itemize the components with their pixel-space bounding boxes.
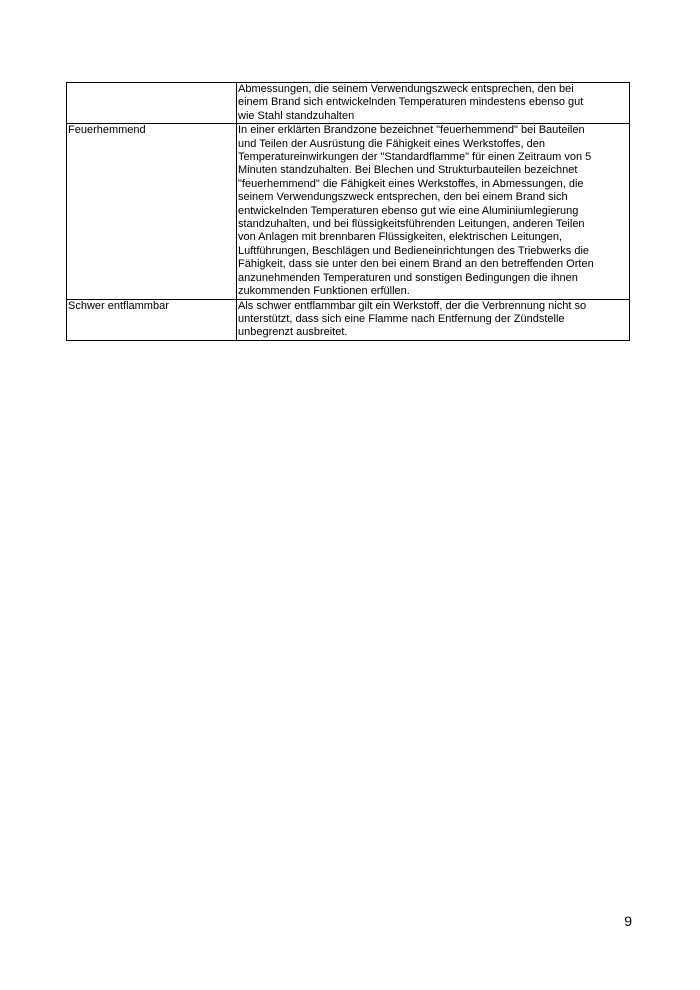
- definition-cell: [237, 83, 630, 124]
- definition-line: einem Brand sich entwickelnden Temperaturen mindestens ebenso gut: [238, 96, 584, 109]
- definition-line: Abmessungen, die seinem Verwendungszweck entsprechen, den bei: [238, 83, 574, 95]
- term-cell: Feuerhemmend: [67, 124, 237, 299]
- definition-line: unbegrenzt ausbreitet.: [238, 326, 348, 339]
- term-cell: [67, 83, 237, 124]
- definitions-table: [66, 82, 630, 341]
- definition-line: Luftführungen, Beschlägen und Bedieneinrichtungen des Triebwerks die: [238, 244, 590, 257]
- table-row: [67, 124, 630, 299]
- definition-line: zukommenden Funktionen erfüllen.: [238, 285, 410, 298]
- definition-line: Fähigkeit, dass sie unter den bei einem Brand an den betreffenden Orten: [238, 258, 594, 271]
- definition-line: unterstützt, dass sich eine Flamme nach Entfernung der Zündstelle: [238, 312, 565, 325]
- definition-line: standzuhalten, und bei flüssigkeitsführenden Leitungen, anderen Teilen: [238, 218, 585, 231]
- definition-line: entwickelnden Temperaturen ebenso gut wie eine Aluminiumlegierung: [238, 204, 579, 217]
- definition-line: anzunehmenden Temperaturen und sonstigen Bedingungen die ihnen: [238, 271, 578, 284]
- page-number: 9: [624, 913, 632, 929]
- definition-line: Temperatureinwirkungen der "Standardflamme" für einen Zeitraum von 5: [238, 151, 592, 164]
- definition-cell: [237, 299, 630, 340]
- definition-line: In einer erklärten Brandzone bezeichnet "feuerhemmend" bei Bauteilen: [238, 124, 585, 137]
- definition-line: und Teilen der Ausrüstung die Fähigkeit eines Werkstoffes, den: [238, 137, 545, 150]
- definition-line: seinem Verwendungszweck entsprechen, den bei einem Brand sich: [238, 191, 568, 204]
- definition-line: Minuten standzuhalten. Bei Blechen und Strukturbauteilen bezeichnet: [238, 164, 578, 177]
- table-row: [67, 83, 630, 124]
- table-row: [67, 299, 630, 340]
- term-cell: Schwer entflammbar: [67, 299, 237, 340]
- definition-line: "feuerhemmend" die Fähigkeit eines Werkstoffes, in Abmessungen, die: [238, 177, 584, 190]
- definition-line: wie Stahl standzuhalten: [238, 109, 355, 122]
- definition-line: von Anlagen mit brennbaren Flüssigkeiten, elektrischen Leitungen,: [238, 231, 563, 244]
- definition-line: Als schwer entflammbar gilt ein Werkstoff, der die Verbrennung nicht so: [238, 299, 587, 312]
- definition-cell: [237, 124, 630, 299]
